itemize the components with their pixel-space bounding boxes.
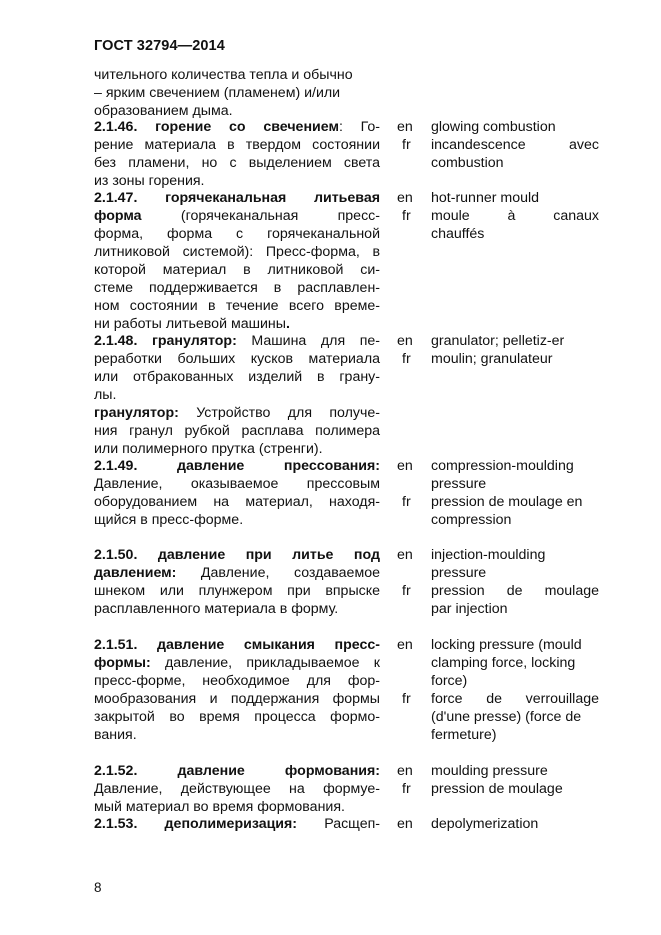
equivalent-term-line: pressure	[431, 476, 487, 492]
term-text: форма	[94, 208, 142, 224]
definition-line	[94, 422, 380, 440]
definition-text: : Го-	[338, 119, 380, 135]
definition-text: Машина для пе-	[236, 333, 381, 349]
definition-text: расплавленного материала в форму.	[94, 601, 339, 617]
definition-text: ния гранул рубкой расплава полимера	[94, 423, 380, 439]
definition-line	[94, 207, 380, 225]
equivalent-term-line: glowing combustion	[431, 119, 556, 135]
language-code: fr	[402, 583, 411, 599]
equivalent-term-line: incandescence avec	[431, 137, 599, 153]
term-text: 2.1.51. давление смыкания пресс-	[94, 637, 380, 653]
definition-line	[94, 457, 380, 475]
term-text: 2.1.48. гранулятор:	[94, 333, 237, 349]
definition-text: Давление, создаваемое	[176, 565, 380, 581]
equivalent-term-line: hot-runner mould	[431, 190, 540, 206]
term-text: 2.1.53. деполимеризация:	[94, 816, 298, 832]
definition-text: чительного количества тепла и обычно	[94, 67, 353, 83]
definition-text: Расщеп-	[297, 816, 380, 832]
definition-line	[94, 798, 380, 816]
definition-text: ном состоянии в течение всего време-	[94, 298, 380, 314]
language-code: en	[397, 547, 413, 563]
definition-line	[94, 332, 380, 350]
definition-line	[94, 189, 380, 207]
definition-line	[94, 297, 380, 315]
document-header-title: ГОСТ 32794—2014	[94, 38, 225, 54]
definition-text: лы.	[94, 387, 117, 403]
term-text: 2.1.50. давление при литье под	[94, 547, 380, 563]
definition-text: мый материал во время формования.	[94, 799, 345, 815]
definition-text: из зоны горения.	[94, 173, 205, 189]
language-code: en	[397, 458, 413, 474]
definition-text: оборудованием на материал, находя-	[94, 494, 380, 510]
definition-line	[94, 636, 380, 654]
equivalent-term-line: pression de moulage	[431, 583, 599, 599]
definition-text: которой материал в литниковой си-	[94, 262, 380, 278]
equivalent-term-line: moulin; granulateur	[431, 351, 553, 367]
language-code: en	[397, 763, 413, 779]
language-code: fr	[402, 494, 411, 510]
definition-line	[94, 386, 380, 404]
definition-text: шнеком или плунжером при впрыске	[94, 583, 380, 599]
definition-line	[94, 350, 380, 368]
definition-text: закрытой во время процесса формо-	[94, 709, 380, 725]
definition-line	[94, 564, 380, 582]
definition-text: реработки больших кусков материала	[94, 351, 380, 367]
language-code: en	[397, 333, 413, 349]
definition-line	[94, 315, 380, 333]
definition-line	[94, 708, 380, 726]
definition-line	[94, 154, 380, 172]
term-text: 2.1.49. давление прессования:	[94, 458, 380, 474]
equivalent-term-line: injection-moulding	[431, 547, 546, 563]
language-code: fr	[402, 137, 411, 153]
definition-line	[94, 780, 380, 798]
definition-text: без пламени, но с выделением света	[94, 155, 380, 171]
definition-text: Давление, действующее на формуе-	[94, 781, 380, 797]
equivalent-term-line: chauffés	[431, 226, 485, 242]
definition-line	[94, 654, 380, 672]
definition-text: форма, форма с горячеканальной	[94, 226, 380, 242]
definition-line	[94, 475, 380, 493]
definition-line	[94, 440, 380, 458]
definition-line	[94, 136, 380, 154]
definition-text: мообразования и поддержания формы	[94, 691, 380, 707]
definition-line	[94, 225, 380, 243]
term-text: 2.1.46. горение со свечением	[94, 119, 339, 135]
term-text: гранулятор:	[94, 405, 179, 421]
definition-text: пресс-форме, необходимое для фор-	[94, 673, 380, 689]
language-code: fr	[402, 691, 411, 707]
language-code: en	[397, 816, 413, 832]
definition-line	[94, 600, 380, 618]
definition-line	[94, 84, 380, 102]
equivalent-term-line: granulator; pelletiz-er	[431, 333, 565, 349]
term-text: формы:	[94, 655, 151, 671]
definition-text: – ярким свечением (пламенем) и/или	[94, 85, 341, 101]
definition-text: ни работы литьевой машины	[94, 316, 286, 332]
definition-text: щийся в пресс-форме.	[94, 512, 244, 528]
equivalent-term-line: force)	[431, 673, 468, 689]
equivalent-term-line: par injection	[431, 601, 508, 617]
definition-line	[94, 815, 380, 833]
definition-line	[94, 672, 380, 690]
page-number: 8	[94, 880, 102, 895]
equivalent-term-line: pressure	[431, 565, 487, 581]
equivalent-term-line: compression-moulding	[431, 458, 574, 474]
definition-line	[94, 762, 380, 780]
language-code: en	[397, 119, 413, 135]
definition-line	[94, 493, 380, 511]
equivalent-term-line: depolymerization	[431, 816, 539, 832]
language-code: fr	[402, 351, 411, 367]
definition-line	[94, 66, 380, 84]
definition-line	[94, 546, 380, 564]
term-text: давлением:	[94, 565, 177, 581]
definition-text: Устройство для получе-	[178, 405, 380, 421]
definition-line	[94, 261, 380, 279]
language-code: en	[397, 190, 413, 206]
definition-line	[94, 511, 380, 529]
equivalent-term-line: force de verrouillage	[431, 691, 599, 707]
definition-text: вания.	[94, 727, 137, 743]
term-text: 2.1.47. горячеканальная литьевая	[94, 190, 380, 206]
definition-text: (горячеканальная пресс-	[141, 208, 380, 224]
term-text: 2.1.52. давление формования:	[94, 763, 380, 779]
definition-line	[94, 172, 380, 190]
term-text: .	[285, 316, 290, 332]
language-code: fr	[402, 781, 411, 797]
definition-text: стеме поддерживается в расплавлен-	[94, 280, 380, 296]
equivalent-term-line: pression de moulage en	[431, 494, 583, 510]
language-code: fr	[402, 208, 411, 224]
definition-text: или отбракованных изделий в грану-	[94, 369, 380, 385]
language-code: en	[397, 637, 413, 653]
equivalent-term-line: pression de moulage	[431, 781, 563, 797]
definition-text: рение материала в твердом состоянии	[94, 137, 380, 153]
definition-text: образованием дыма.	[94, 103, 233, 119]
definition-line	[94, 243, 380, 261]
definition-line	[94, 404, 380, 422]
equivalent-term-line: moule à canaux	[431, 208, 599, 224]
equivalent-term-line: locking pressure (mould	[431, 637, 582, 653]
equivalent-term-line: (d'une presse) (force de	[431, 709, 582, 725]
equivalent-term-line: combustion	[431, 155, 504, 171]
definition-text: давление, прикладываемое к	[150, 655, 380, 671]
definition-text: или полимерного прутка (стренги).	[94, 441, 323, 457]
equivalent-term-line: compression	[431, 512, 512, 528]
equivalent-term-line: clamping force, locking	[431, 655, 576, 671]
definition-line	[94, 690, 380, 708]
definition-line	[94, 279, 380, 297]
definition-line	[94, 368, 380, 386]
definition-line	[94, 726, 380, 744]
definition-line	[94, 118, 380, 136]
equivalent-term-line: moulding pressure	[431, 763, 548, 779]
equivalent-term-line: fermeture)	[431, 727, 497, 743]
definition-text: литниковой системой): Пресс-форма, в	[94, 244, 380, 260]
definition-line	[94, 582, 380, 600]
definition-text: Давление, оказываемое прессовым	[94, 476, 380, 492]
